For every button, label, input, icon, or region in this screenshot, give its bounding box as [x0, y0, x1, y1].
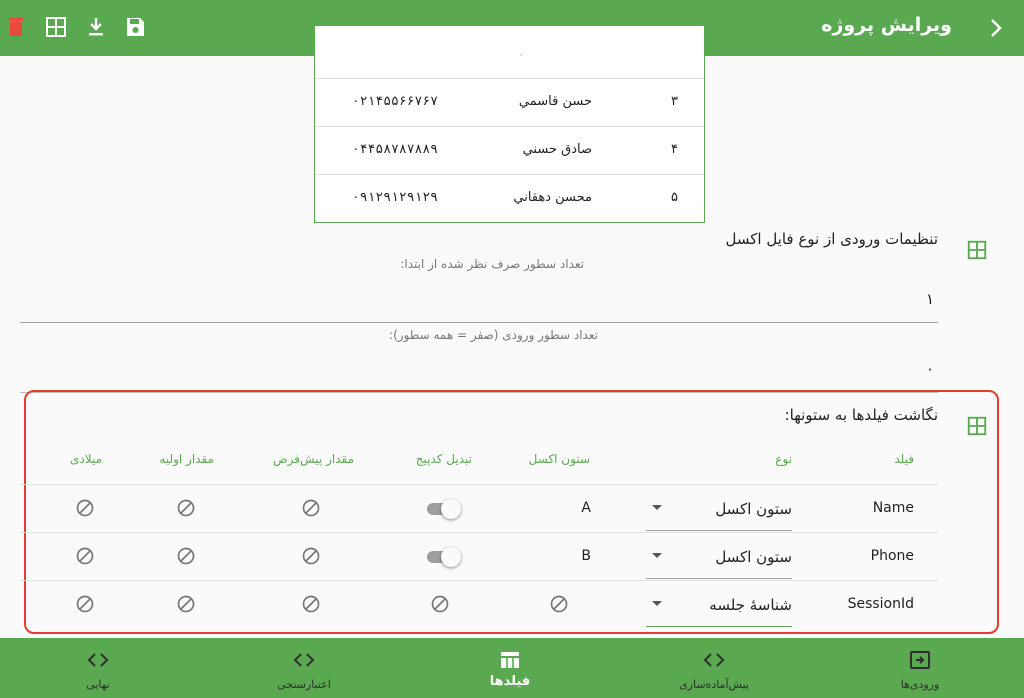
save-icon[interactable] — [123, 15, 147, 39]
excel-column-cell[interactable]: B — [581, 548, 591, 564]
table-icon — [966, 415, 988, 437]
bottom-navigation — [0, 638, 1024, 698]
skip-rows-label: تعداد سطور صرف نظر شده از ابتدا: — [400, 257, 584, 271]
block-icon[interactable] — [301, 594, 321, 614]
delete-icon[interactable] — [4, 15, 28, 39]
convert-codepage-toggle[interactable] — [425, 545, 463, 567]
table-row: ۴ صادق حسني ۰۴۴۵۸۷۸۷۸۸۹ — [315, 126, 704, 174]
skip-rows-input[interactable]: ۱ — [925, 290, 934, 308]
header-convert-codepage: تبدیل کدپیج — [415, 452, 472, 466]
row-count-input[interactable]: ۰ — [925, 360, 934, 378]
type-select[interactable]: ستون اکسل — [646, 485, 792, 531]
row-divider — [20, 532, 938, 533]
type-select[interactable]: شناسهٔ جلسه — [646, 581, 792, 627]
block-icon[interactable] — [176, 498, 196, 518]
input-icon — [908, 648, 932, 672]
tab-final[interactable]: نهایی — [46, 638, 150, 698]
table-row — [315, 26, 704, 78]
table-icon[interactable] — [44, 15, 68, 39]
mapping-title: نگاشت فیلدها به ستونها: — [784, 406, 938, 424]
convert-codepage-toggle[interactable] — [425, 497, 463, 519]
row-divider — [20, 580, 938, 581]
header-gregorian: میلادی — [70, 452, 102, 466]
field-name-cell: Name — [872, 500, 914, 516]
dropdown-arrow-icon — [652, 553, 662, 558]
content-area[interactable] — [0, 48, 1024, 638]
excel-settings-title: تنظیمات ورودی از نوع فایل اکسل — [725, 230, 938, 248]
block-icon[interactable] — [301, 546, 321, 566]
block-icon[interactable] — [430, 594, 450, 614]
block-icon[interactable] — [549, 594, 569, 614]
block-icon[interactable] — [75, 498, 95, 518]
tab-fields[interactable]: فیلدها — [450, 638, 570, 698]
tab-validation[interactable]: اعتبارسنجی — [244, 638, 364, 698]
code-icon — [292, 648, 316, 672]
excel-preview-table — [314, 26, 705, 223]
block-icon[interactable] — [176, 546, 196, 566]
row-divider — [20, 484, 938, 485]
block-icon[interactable] — [301, 498, 321, 518]
tab-inputs[interactable]: ورودی‌ها — [858, 638, 982, 698]
block-icon[interactable] — [75, 594, 95, 614]
partial-cell: ۰ — [518, 48, 524, 61]
code-icon — [86, 648, 110, 672]
header-type: نوع — [775, 452, 792, 466]
skip-rows-underline — [20, 322, 938, 323]
block-icon[interactable] — [75, 546, 95, 566]
table-icon — [966, 239, 988, 261]
dropdown-arrow-icon — [652, 601, 662, 606]
field-name-cell: Phone — [870, 548, 914, 564]
page-title: ویرایش پروژه — [821, 14, 952, 36]
table-row: ۵ محسن دهقاني ۰۹۱۲۹۱۲۹۱۲۹ — [315, 174, 704, 222]
table-icon — [498, 648, 522, 672]
header-field: فیلد — [894, 452, 914, 466]
code-icon — [702, 648, 726, 672]
block-icon[interactable] — [176, 594, 196, 614]
table-row: ۳ حسن قاسمي ۰۲۱۴۵۵۶۶۷۶۷ — [315, 78, 704, 126]
field-name-cell: SessionId — [847, 596, 914, 612]
tab-preprocessing[interactable]: پیش‌آماده‌سازی — [654, 638, 774, 698]
chevron-right-icon[interactable] — [984, 16, 1008, 40]
type-select[interactable]: ستون اکسل — [646, 533, 792, 579]
row-count-label: تعداد سطور ورودی (صفر = همه سطور): — [389, 328, 598, 342]
header-default-value: مقدار پیش‌فرض — [273, 452, 354, 466]
header-initial-value: مقدار اولیه — [159, 452, 214, 466]
download-icon[interactable] — [84, 15, 108, 39]
excel-column-cell[interactable]: A — [581, 500, 591, 516]
header-excel-column: ستون اکسل — [528, 452, 590, 466]
dropdown-arrow-icon — [652, 505, 662, 510]
